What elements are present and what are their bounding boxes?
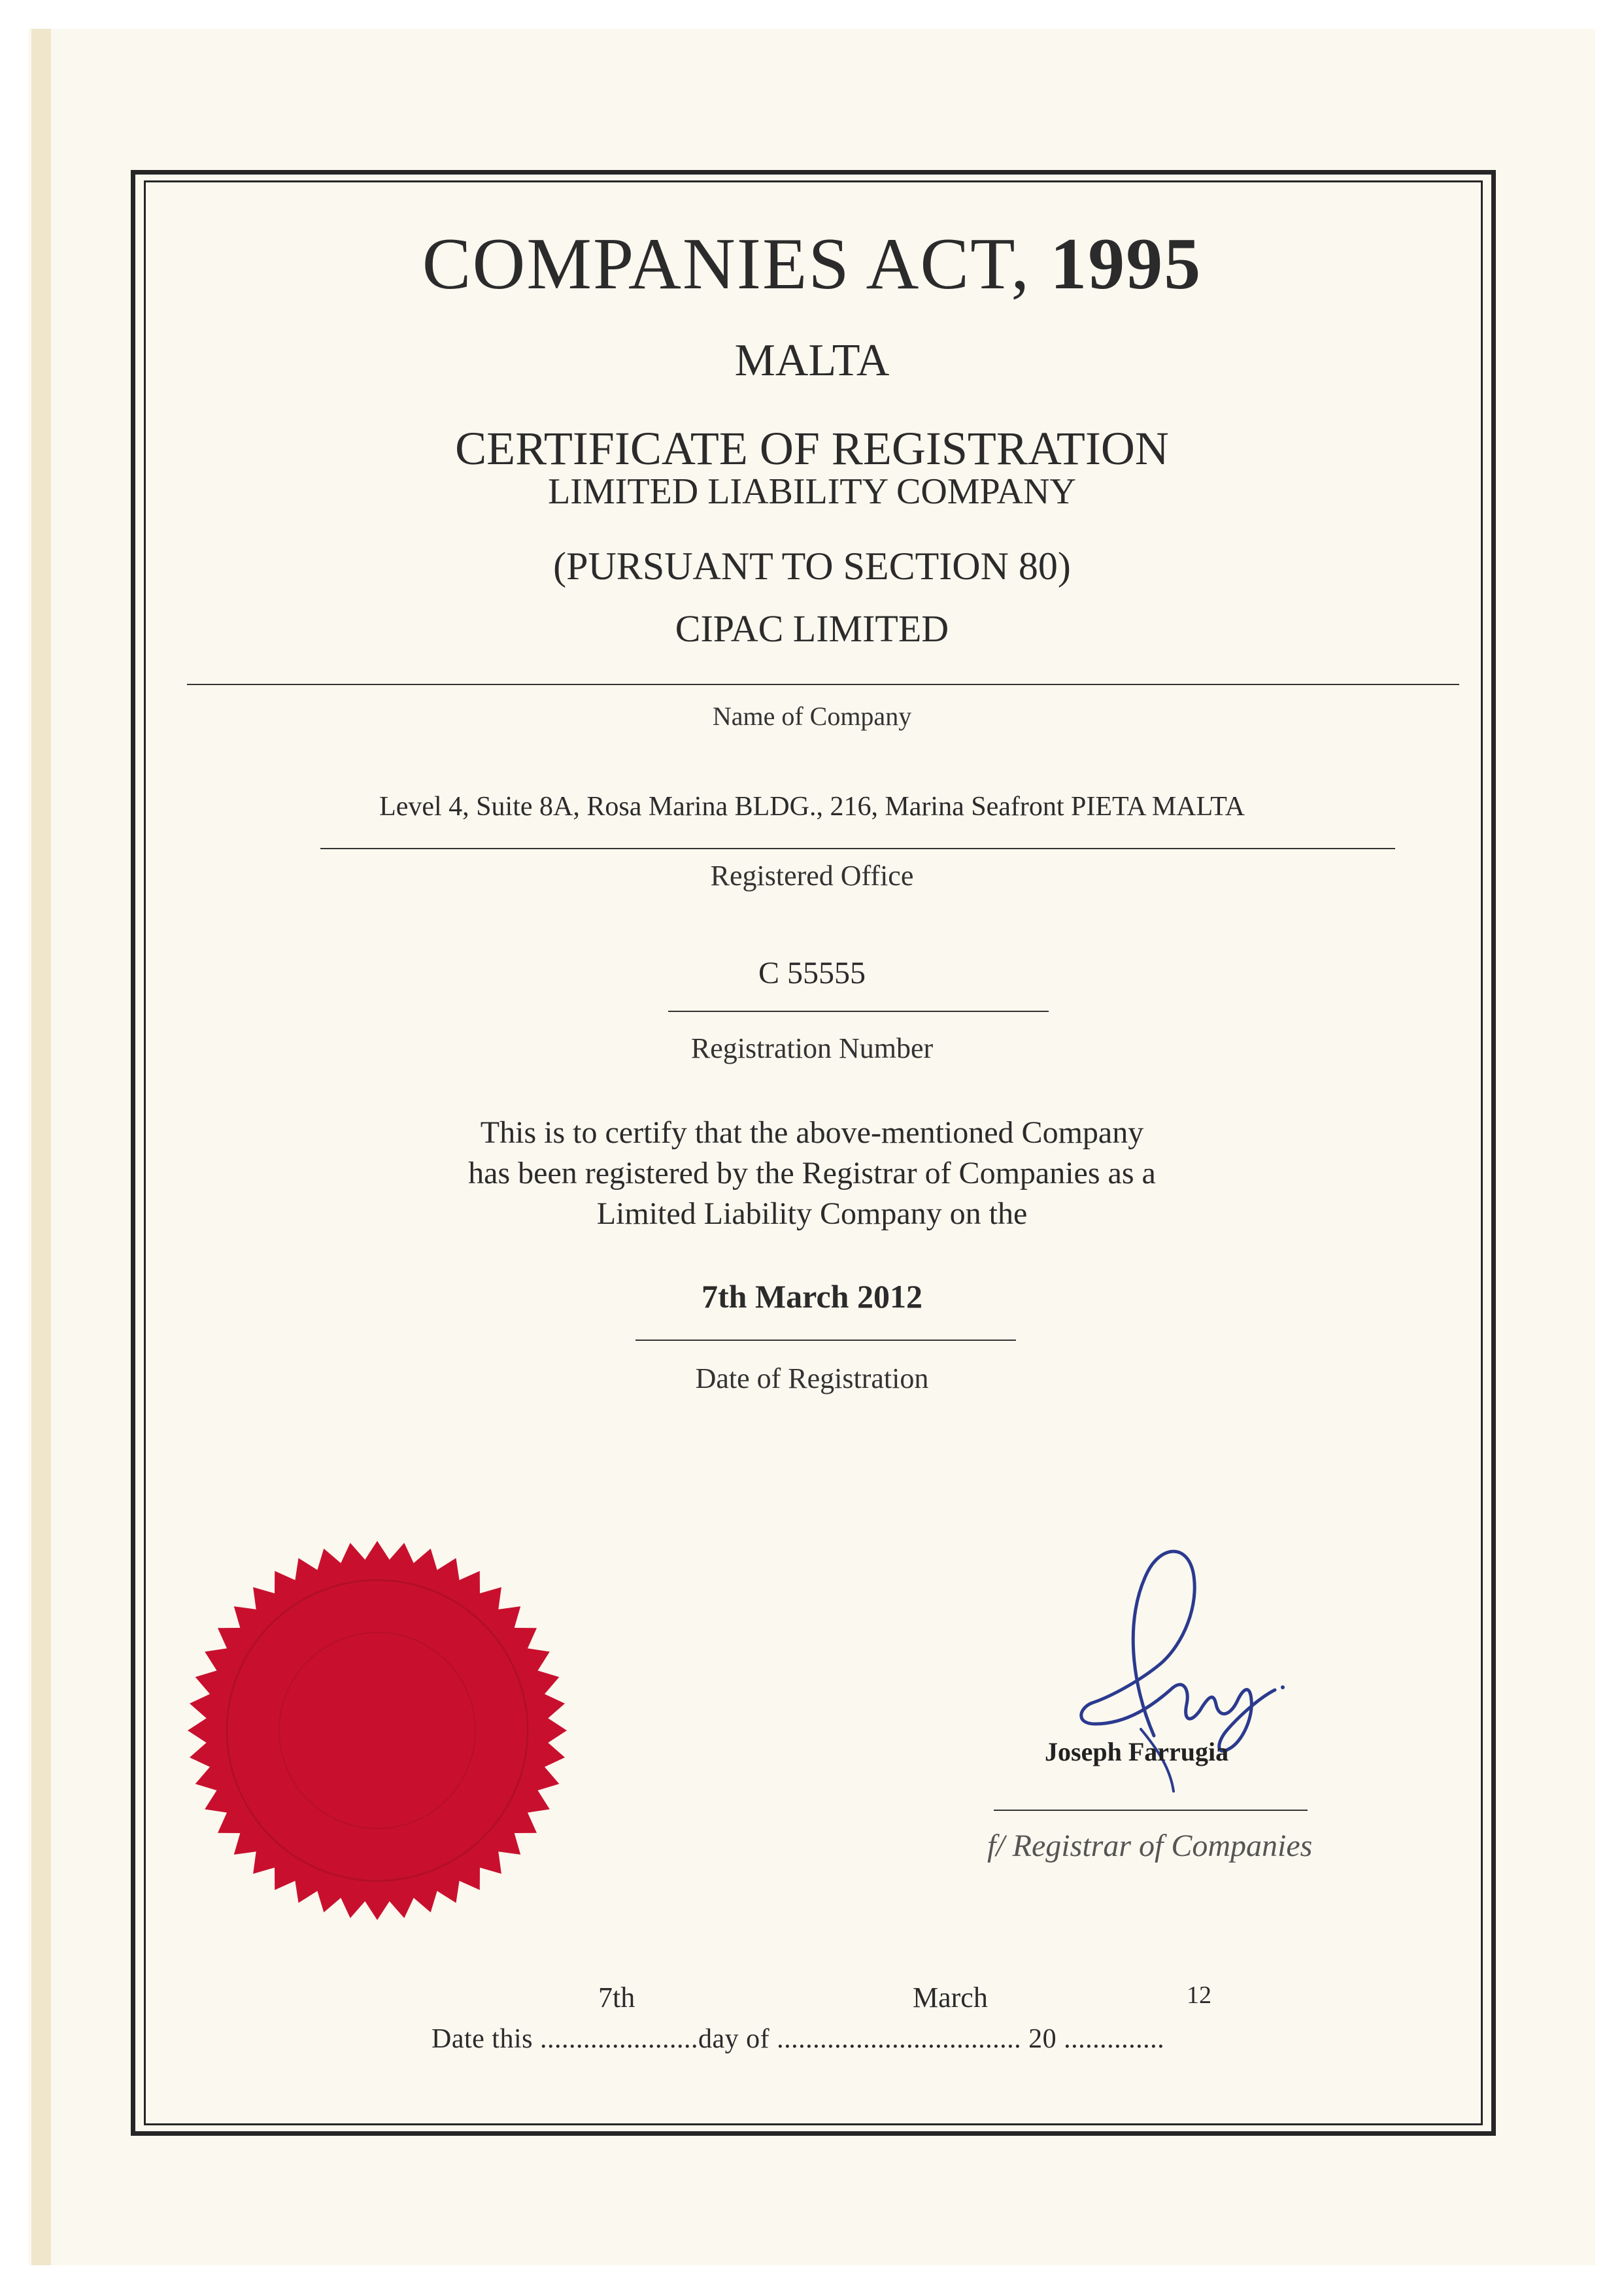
act-title — [0, 222, 1624, 307]
signature-rule — [994, 1810, 1308, 1811]
registered-office-value: Level 4, Suite 8A, Rosa Marina BLDG., 216, Marina Seafront PIETA MALTA — [379, 792, 1245, 822]
act-year: 1995 — [1050, 224, 1202, 305]
certificate-title: CERTIFICATE OF REGISTRATION — [455, 422, 1169, 475]
registration-date-label: Date of Registration — [695, 1362, 929, 1394]
certification-line-2: has been registered by the Registrar of Companies as a — [468, 1156, 1156, 1190]
registration-date-value: 7th March 2012 — [702, 1278, 922, 1315]
certification-line-3: Limited Liability Company on the — [596, 1196, 1028, 1231]
company-type-heading: LIMITED LIABILITY COMPANY — [548, 471, 1076, 512]
issue-date-line: Date this ......................day of .................................. 20 .............. — [431, 2024, 1165, 2054]
company-name-rule — [187, 684, 1459, 685]
registration-number-value: C 55555 — [758, 956, 866, 990]
issue-day-value: 7th — [598, 1982, 635, 2014]
registrar-name: Joseph Farrugia — [1045, 1737, 1229, 1766]
section-reference: (PURSUANT TO SECTION 80) — [553, 545, 1071, 588]
act-name: COMPANIES ACT, — [422, 224, 1031, 305]
certification-statement — [0, 1113, 1624, 1234]
registration-number-rule — [668, 1011, 1049, 1012]
registration-date-rule — [635, 1340, 1016, 1341]
registered-office-rule — [320, 848, 1395, 849]
issue-year-value: 12 — [1187, 1982, 1211, 2009]
registrar-title: f/ Registrar of Companies — [987, 1829, 1313, 1863]
certification-line-1: This is to certify that the above-mentioned Company — [480, 1115, 1144, 1150]
registration-number-label: Registration Number — [690, 1032, 934, 1064]
country-heading: MALTA — [734, 335, 890, 386]
company-name-value: CIPAC LIMITED — [675, 607, 949, 650]
company-name-label: Name of Company — [712, 701, 912, 731]
issue-month-value: March — [913, 1982, 988, 2014]
wax-seal-icon — [186, 1540, 569, 1922]
registered-office-label: Registered Office — [710, 860, 914, 892]
